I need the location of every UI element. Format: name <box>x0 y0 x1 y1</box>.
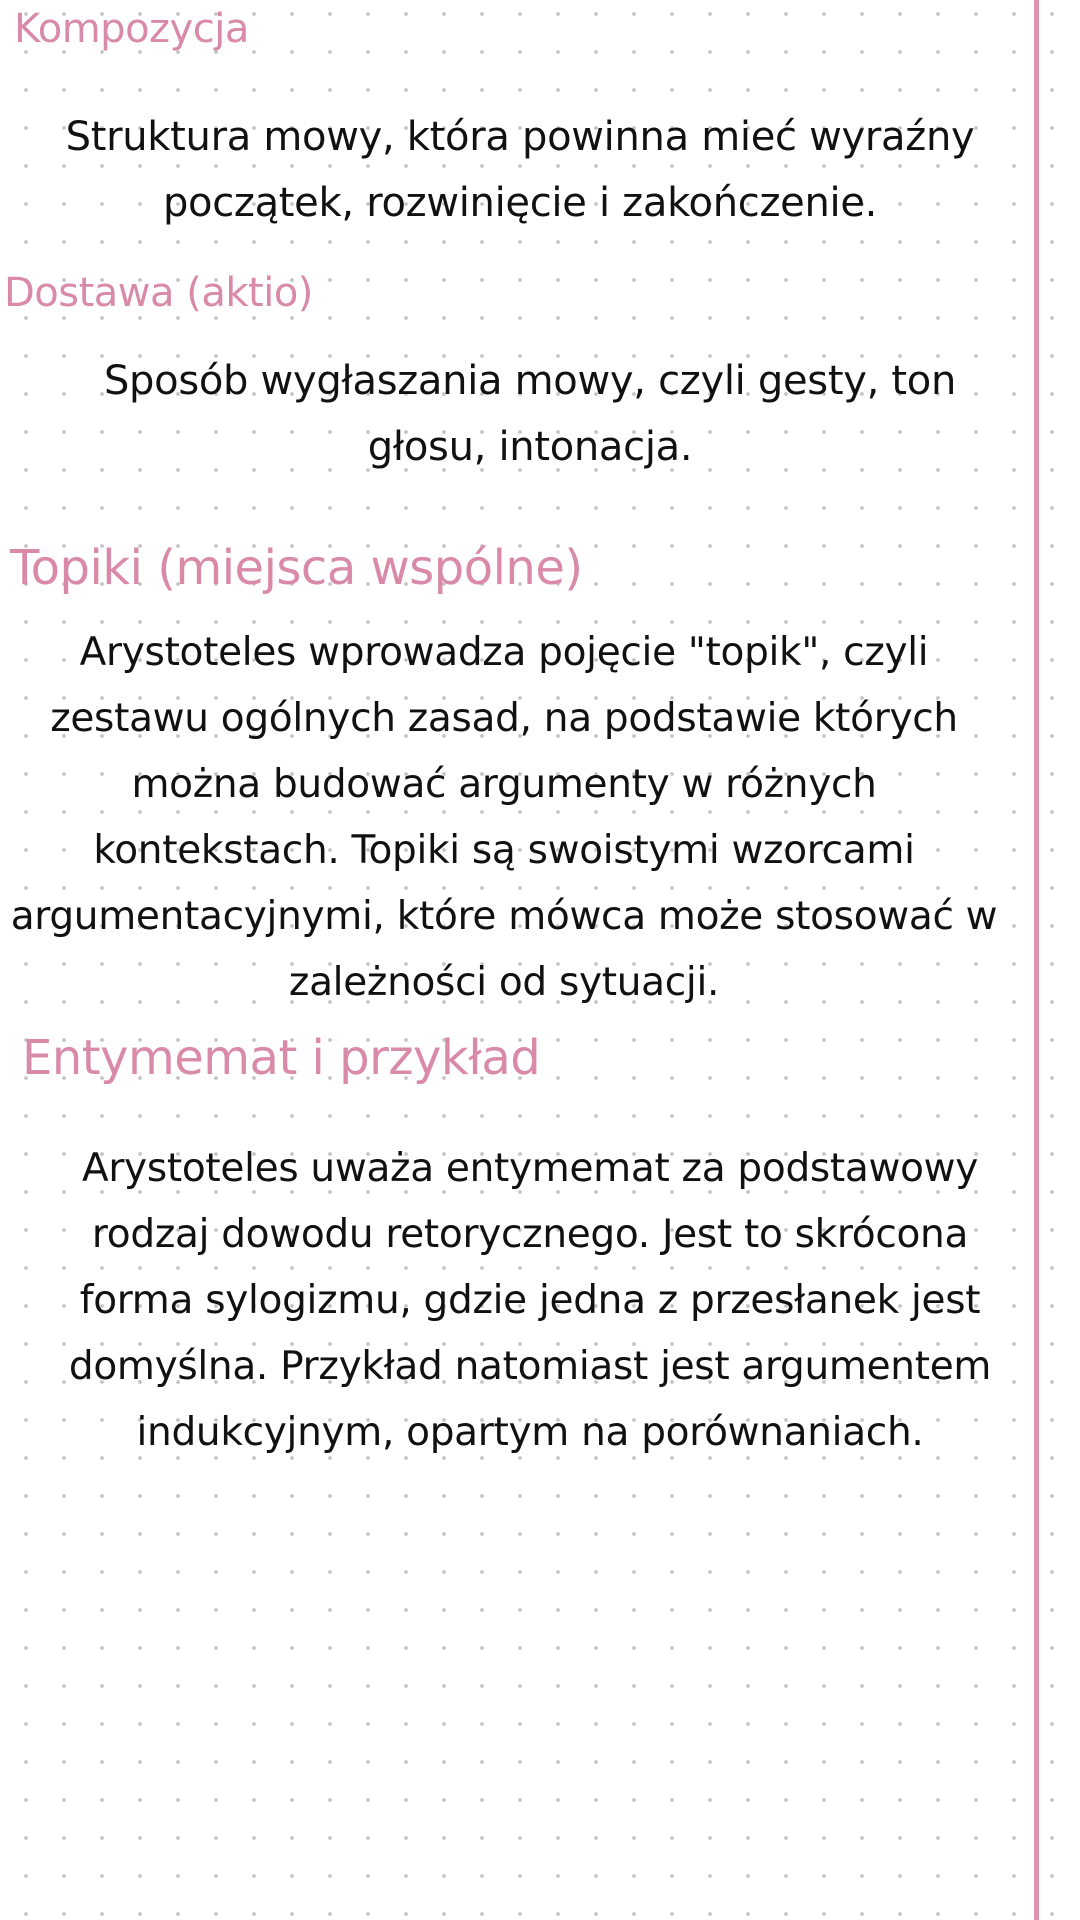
section-body-topiki: Arystoteles wprowadza pojęcie "topik", czyli zestawu ogólnych zasad, na podstawie których można budować argumenty w różnych kontekstach. Topiki są swoistymi wzorcami argumentacyjnymi, które mówca może stosować w zależności od sytuacji. <box>10 630 998 1005</box>
section-body-kompozycja: Struktura mowy, która powinna mieć wyraźny początek, rozwinięcie i zakończenie. <box>65 114 975 226</box>
section-heading-dostawa: Dostawa (aktio) <box>4 270 313 316</box>
section-heading-entymemat: Entymemat i przykład <box>22 1030 541 1086</box>
section-heading-topiki: Topiki (miejsca wspólne) <box>10 540 583 596</box>
section-heading-kompozycja: Kompozycja <box>14 6 249 52</box>
section-body-entymemat: Arystoteles uważa entymemat za podstawowy rodzaj dowodu retorycznego. Jest to skrócona forma sylogizmu, gdzie jedna z przesłanek jest domyślna. Przykład natomiast jest argumentem indukcyjnym, opartym na porównaniach. <box>68 1146 992 1455</box>
notebook-margin-line <box>1034 0 1039 1920</box>
section-body-dostawa: Sposób wygłaszania mowy, czyli gesty, ton głosu, intonacja. <box>103 358 957 470</box>
